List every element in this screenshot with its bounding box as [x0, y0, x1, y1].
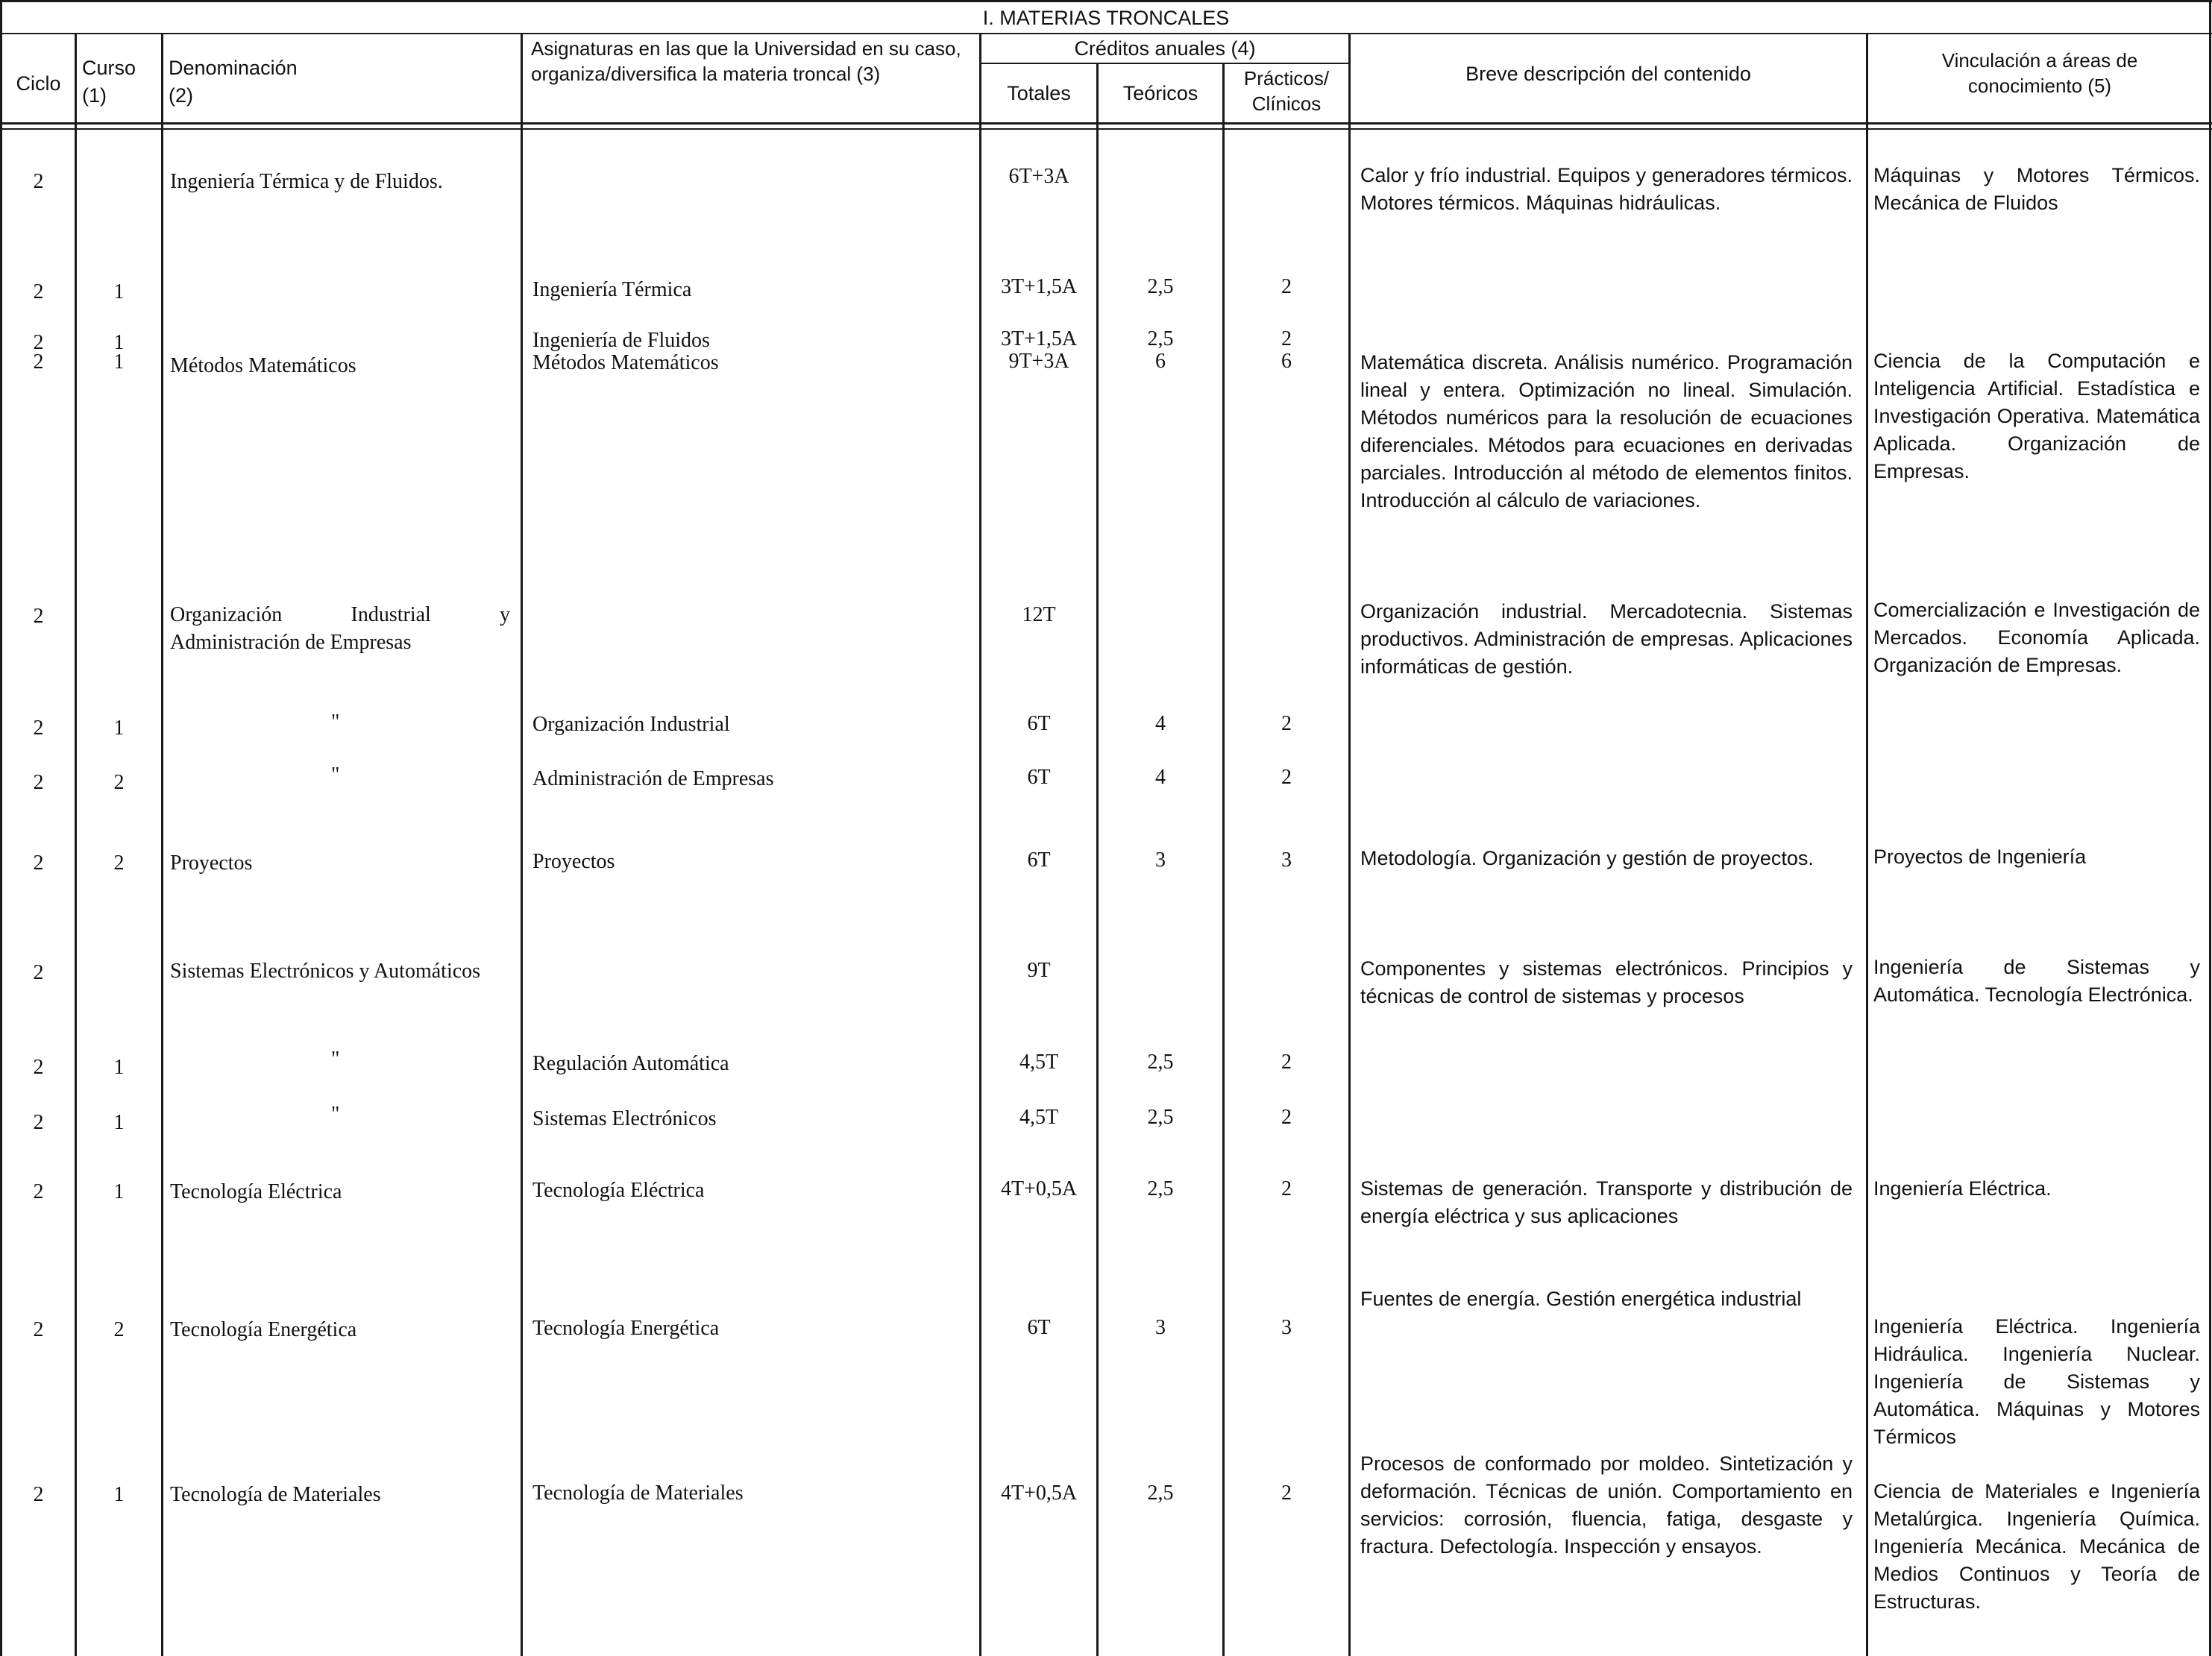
- cell-denominacion: Organización Industrial y Administración de Empresas: [170, 603, 510, 654]
- cell-asignatura: Tecnología Energética: [532, 1317, 720, 1340]
- cell-totales: 3T+1,5A: [1000, 275, 1078, 298]
- cell-teoricos: 4: [1155, 712, 1166, 735]
- cell-ciclo: 2: [33, 961, 44, 984]
- header-teoricos: Teóricos: [1122, 82, 1198, 104]
- cell-asignatura: Tecnología de Materiales: [532, 1482, 744, 1505]
- cell-teoricos: 3: [1155, 1316, 1166, 1339]
- cell-curso: 2: [113, 1318, 125, 1341]
- cell-curso: 1: [113, 1483, 125, 1506]
- cell-ciclo: 2: [33, 331, 44, 354]
- cell-denominacion: Ingeniería Térmica y de Fluidos.: [170, 170, 443, 193]
- cell-totales: 12T: [1022, 603, 1056, 626]
- cell-totales: 4T+0,5A: [1000, 1177, 1078, 1200]
- cell-descripcion: Organización industrial. Mercadotecnia. Sistemas productivos. Administración de empresas. Aplicaciones informáticas de gestión.: [1360, 600, 1853, 678]
- cell-asignatura: Proyectos: [532, 850, 615, 873]
- cell-ciclo: 2: [33, 851, 44, 875]
- cell-teoricos: 4: [1155, 766, 1166, 789]
- cell-descripcion: Fuentes de energía. Gestión energética industrial: [1360, 1288, 1802, 1310]
- table-title: I. MATERIAS TRONCALES: [982, 7, 1230, 29]
- cell-practicos: 2: [1281, 1051, 1292, 1074]
- header-creditos-anuales: Créditos anuales (4): [1074, 37, 1256, 60]
- header-vinculacion: Vinculación a áreas de conocimiento (5): [1941, 49, 2138, 97]
- cell-ciclo: 2: [33, 1483, 44, 1506]
- cell-curso: 1: [113, 331, 125, 354]
- cell-ciclo: 2: [33, 771, 44, 794]
- header-asignaturas: Asignaturas en las que la Universidad en su caso, organiza/diversifica la materia troncal (3): [531, 37, 961, 85]
- cell-denominacion: Métodos Matemáticos: [170, 354, 356, 377]
- cell-totales: 4,5T: [1019, 1106, 1059, 1129]
- cell-totales: 9T+3A: [1008, 350, 1069, 373]
- header-denominacion-note: (2): [169, 84, 193, 107]
- cell-vinculacion: Ingeniería Eléctrica.: [1873, 1177, 2052, 1200]
- cell-ciclo: 2: [33, 1111, 44, 1134]
- header-totales: Totales: [1007, 82, 1071, 104]
- cell-teoricos: 2,5: [1147, 327, 1174, 350]
- cell-vinculacion: Ingeniería de Sistemas y Automática. Tecnología Electrónica.: [1873, 956, 2200, 1006]
- cell-asignatura: Ingeniería Térmica: [532, 278, 692, 301]
- cell-vinculacion: Máquinas y Motores Térmicos. Mecánica de Fluidos: [1873, 164, 2200, 214]
- cell-curso: 1: [113, 280, 125, 303]
- header-curso: Curso: [82, 57, 136, 79]
- header-practicos-clinicos: Prácticos/ Clínicos: [1243, 67, 1330, 115]
- cell-practicos: 2: [1281, 766, 1292, 789]
- cell-descripcion: Componentes y sistemas electrónicos. Principios y técnicas de control de sistemas y procesos: [1360, 957, 1853, 1007]
- cell-ciclo: 2: [33, 1056, 44, 1079]
- cell-curso: 1: [113, 1180, 125, 1203]
- header-denominacion: Denominación: [169, 57, 298, 79]
- header-bottom-border: [0, 122, 2212, 125]
- cell-ciclo: 2: [33, 1318, 44, 1341]
- cell-vinculacion: Comercialización e Investigación de Mercados. Economía Aplicada. Organización de Empresas.: [1873, 599, 2200, 676]
- cell-descripcion: Metodología. Organización y gestión de proyectos.: [1360, 847, 1814, 869]
- cell-practicos: 2: [1281, 1106, 1292, 1129]
- cell-curso: 2: [113, 771, 125, 794]
- cell-teoricos: 3: [1155, 849, 1166, 872]
- cell-ciclo: 2: [33, 1180, 44, 1203]
- cell-asignatura: Ingeniería de Fluidos: [532, 329, 710, 352]
- cell-curso: 1: [113, 1056, 125, 1079]
- cell-denominacion: Tecnología Eléctrica: [170, 1180, 342, 1203]
- cell-asignatura: Tecnología Eléctrica: [532, 1179, 705, 1202]
- header-curso-note: (1): [82, 84, 107, 107]
- cell-practicos: 3: [1281, 849, 1292, 872]
- cell-vinculacion: Ciencia de la Computación e Inteligencia Artificial. Estadística e Investigación Operativa. Matemática Aplicada. Organización de Empresas.: [1873, 350, 2200, 482]
- cell-practicos: 6: [1281, 350, 1292, 373]
- col-border-descripcion-vinculacion: [1866, 34, 1868, 1656]
- cell-vinculacion: Ingeniería Eléctrica. Ingeniería Hidráulica. Ingeniería Nuclear. Ingeniería de Sistemas y Automática. Máquinas y Motores Térmicos: [1873, 1315, 2200, 1448]
- header-bottom-border-2: [0, 128, 2212, 130]
- outer-top-border: [0, 0, 2212, 2]
- cell-asignatura: Organización Industrial: [532, 713, 730, 736]
- col-border-curso-denominacion: [161, 34, 163, 1656]
- cell-teoricos: 2,5: [1147, 1177, 1174, 1200]
- cell-practicos: 3: [1281, 1316, 1292, 1339]
- cell-teoricos: 2,5: [1147, 275, 1174, 298]
- cell-ciclo: 2: [33, 605, 44, 628]
- cell-totales: 6T: [1027, 849, 1051, 872]
- cell-practicos: 2: [1281, 327, 1292, 350]
- col-border-practicos-descripcion: [1348, 34, 1351, 1656]
- cell-denominacion: Tecnología Energética: [170, 1318, 357, 1341]
- cell-denominacion: Proyectos: [170, 851, 253, 875]
- cell-teoricos: 2,5: [1147, 1051, 1174, 1074]
- cell-totales: 3T+1,5A: [1000, 327, 1078, 350]
- cell-asignatura: Regulación Automática: [532, 1052, 729, 1075]
- cell-ciclo: 2: [33, 350, 44, 374]
- cell-asignatura: Sistemas Electrónicos: [532, 1107, 717, 1130]
- cell-totales: 9T: [1027, 959, 1051, 982]
- cell-asignatura: Métodos Matemáticos: [532, 351, 719, 374]
- cell-curso: 1: [113, 350, 125, 374]
- cell-ciclo: 2: [33, 717, 44, 740]
- cell-totales: 4T+0,5A: [1000, 1482, 1078, 1505]
- cell-totales: 6T: [1027, 712, 1051, 735]
- cell-practicos: 2: [1281, 275, 1292, 298]
- cell-descripcion: Matemática discreta. Análisis numérico. Programación lineal y entera. Optimización no lineal. Simulación. Métodos numéricos para la resolución de ecuaciones diferenciales. Métodos para ecuaciones en derivadas parciales. Introducción al método de elementos finitos. Introducción al cálculo de variaciones.: [1360, 351, 1853, 511]
- cell-vinculacion: Proyectos de Ingeniería: [1873, 846, 2087, 868]
- cell-denominacion-ditto: ": [331, 764, 340, 787]
- cell-denominacion: Sistemas Electrónicos y Automáticos: [170, 960, 481, 983]
- cell-teoricos: 2,5: [1147, 1482, 1174, 1505]
- cell-curso: 1: [113, 1111, 125, 1134]
- cell-totales: 6T+3A: [1008, 165, 1069, 188]
- cell-denominacion: Tecnología de Materiales: [170, 1483, 381, 1506]
- cell-totales: 4,5T: [1019, 1051, 1059, 1074]
- header-ciclo: Ciclo: [16, 72, 61, 95]
- header-breve-descripcion: Breve descripción del contenido: [1465, 63, 1751, 85]
- cell-teoricos: 6: [1155, 350, 1166, 373]
- title-bottom-border: [0, 33, 2212, 34]
- cell-asignatura: Administración de Empresas: [532, 767, 774, 790]
- cell-curso: 1: [113, 717, 125, 740]
- cell-practicos: 2: [1281, 1482, 1292, 1505]
- cell-descripcion: Procesos de conformado por moldeo. Sintetización y deformación. Técnicas de unión. Comportamiento en servicios: corrosión, fluencia, fatiga, desgaste y fractura. Defectología. Inspección y ensayos.: [1360, 1452, 1853, 1558]
- cell-totales: 6T: [1027, 766, 1051, 789]
- creditos-subheader-border: [980, 63, 1349, 64]
- cell-teoricos: 2,5: [1147, 1106, 1174, 1129]
- cell-descripcion: Calor y frío industrial. Equipos y generadores térmicos. Motores térmicos. Máquinas hidráulicas.: [1360, 164, 1853, 214]
- cell-denominacion-ditto: ": [331, 1048, 340, 1071]
- col-border-denominacion-asignaturas: [521, 34, 523, 1656]
- cell-descripcion: Sistemas de generación. Transporte y distribución de energía eléctrica y sus aplicaciones: [1360, 1177, 1853, 1227]
- cell-totales: 6T: [1027, 1316, 1051, 1339]
- col-border-right: [2209, 0, 2211, 1656]
- cell-vinculacion: Ciencia de Materiales e Ingeniería Metalúrgica. Ingeniería Química. Ingeniería Mecánica. Mecánica de Medios Continuos y Teoría de Estructuras.: [1873, 1480, 2200, 1613]
- cell-denominacion-ditto: ": [331, 1103, 340, 1126]
- cell-practicos: 2: [1281, 712, 1292, 735]
- cell-practicos: 2: [1281, 1177, 1292, 1200]
- col-border-left: [0, 0, 2, 1656]
- cell-denominacion-ditto: ": [331, 711, 340, 734]
- cell-ciclo: 2: [33, 280, 44, 303]
- cell-ciclo: 2: [33, 170, 44, 193]
- cell-curso: 2: [113, 851, 125, 875]
